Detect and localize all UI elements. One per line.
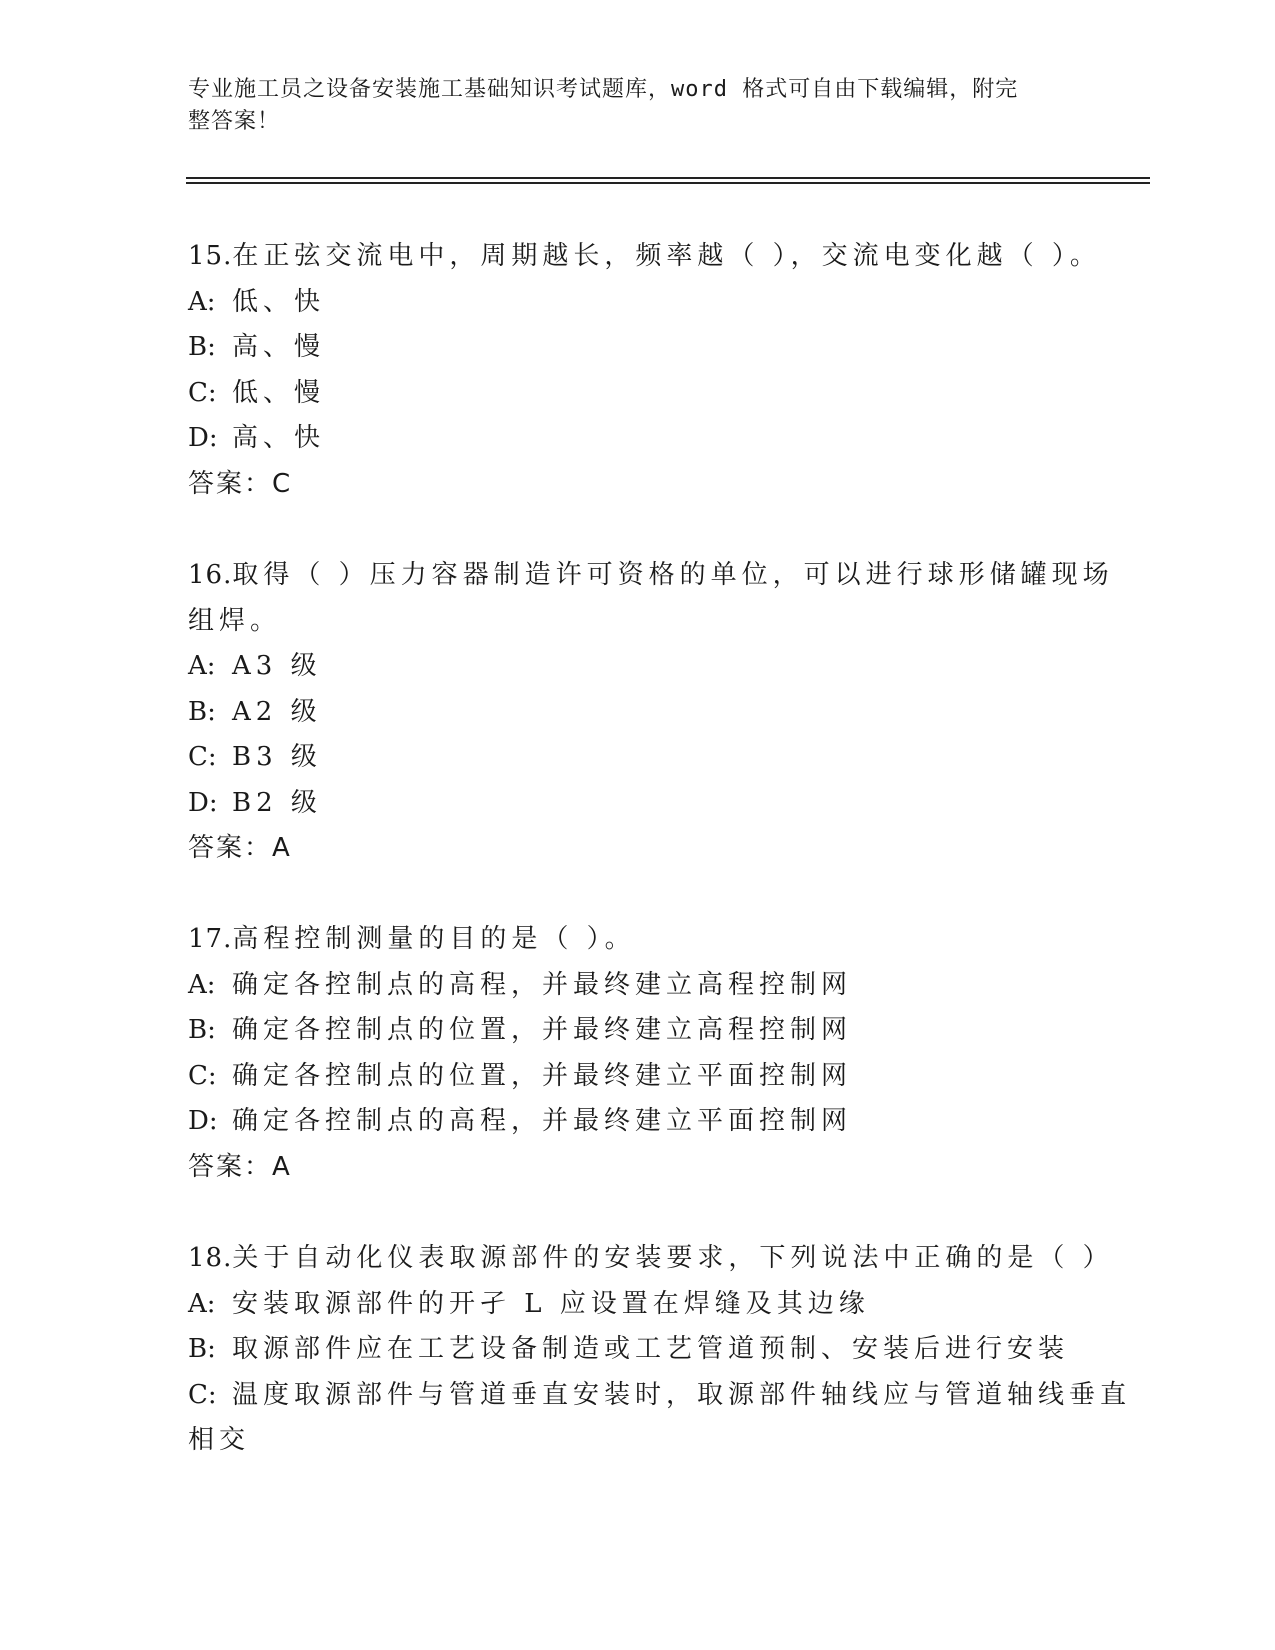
option-b: [188, 1327, 1088, 1373]
option-key: C:: [188, 377, 217, 408]
question-number: 18.: [188, 1243, 233, 1273]
option-text: A2 级: [232, 696, 322, 727]
option-key: D:: [188, 787, 218, 818]
option-key: C:: [188, 1060, 217, 1091]
question-number: 17.: [188, 924, 233, 954]
question-stem: [188, 553, 1114, 599]
option-text: 低、快: [232, 286, 326, 317]
answer: 答案：C: [188, 468, 293, 499]
option-d: [188, 1099, 1088, 1145]
header-line-2: 整答案！: [188, 109, 281, 134]
option-c: [188, 371, 1088, 417]
option-key: B:: [188, 1015, 216, 1045]
header-divider-top: [186, 177, 1150, 179]
option-key: B:: [188, 1334, 216, 1364]
option-key: D:: [188, 423, 218, 453]
question-18: [188, 1236, 1132, 1464]
question-stem: [188, 1236, 1114, 1282]
question-number: 15.: [188, 241, 233, 271]
document-header: [188, 74, 1068, 138]
question-text: 在正弦交流电中，周期越长，频率越（ ），交流电变化越（ ）。: [232, 241, 1101, 271]
header-line-1: 专业施工员之设备安装施工基础知识考试题库，word 格式可自由下载编辑，附完: [188, 77, 1019, 102]
option-text: 确定各控制点的高程，并最终建立平面控制网: [232, 1106, 853, 1136]
option-key: B:: [188, 696, 216, 727]
option-b: [188, 325, 1088, 371]
option-text: A3 级: [232, 651, 322, 681]
option-key: A:: [188, 286, 216, 317]
question-text: 高程控制测量的目的是（ ）。: [232, 924, 636, 954]
answer: 答案：A: [188, 1151, 292, 1182]
option-text: 确定各控制点的高程，并最终建立高程控制网: [232, 969, 853, 1000]
option-key: A:: [188, 651, 216, 681]
option-text: B2 级: [232, 787, 322, 818]
option-d: [188, 416, 1088, 462]
option-c: [188, 1054, 1088, 1100]
option-b: [188, 1008, 1088, 1054]
option-a: [188, 963, 1088, 1009]
option-key: B:: [188, 332, 216, 362]
option-text: 高、快: [232, 423, 326, 453]
question-stem-continued: 组焊。: [188, 605, 282, 636]
question-15: [188, 234, 1101, 507]
option-text: B3 级: [232, 742, 322, 772]
option-text: 安装取源部件的开孑 L 应设置在焊缝及其边缘: [232, 1288, 870, 1319]
option-a: [188, 1282, 1088, 1328]
option-a: [188, 280, 1088, 326]
option-key: A:: [188, 1288, 216, 1319]
option-key: A:: [188, 969, 216, 1000]
option-text: 高、慢: [232, 332, 326, 362]
header-divider-bottom: [186, 182, 1150, 184]
question-text: 取得（ ）压力容器制造许可资格的单位，可以进行球形储罐现场: [232, 560, 1114, 590]
option-c: [188, 1373, 1132, 1419]
option-c: [188, 735, 1088, 781]
option-b: [188, 690, 1088, 736]
option-key: C:: [188, 1379, 217, 1410]
option-d: [188, 781, 1088, 827]
option-key: D:: [188, 1106, 218, 1136]
option-key: C:: [188, 742, 217, 772]
option-text: 确定各控制点的位置，并最终建立平面控制网: [232, 1060, 853, 1091]
question-stem: [188, 234, 1101, 280]
option-a: [188, 644, 1088, 690]
option-text: 温度取源部件与管道垂直安装时，取源部件轴线应与管道轴线垂直: [232, 1379, 1132, 1410]
question-16: [188, 553, 1114, 872]
question-number: 16.: [188, 560, 233, 590]
option-text: 取源部件应在工艺设备制造或工艺管道预制、安装后进行安装: [232, 1334, 1070, 1364]
option-text: 低、慢: [232, 377, 326, 408]
option-c-continued: 相交: [188, 1425, 251, 1455]
question-stem: [188, 917, 1088, 963]
question-17: [188, 917, 1088, 1190]
answer: 答案：A: [188, 833, 292, 863]
option-text: 确定各控制点的位置，并最终建立高程控制网: [232, 1015, 853, 1045]
question-text: 关于自动化仪表取源部件的安装要求，下列说法中正确的是（ ）: [232, 1243, 1114, 1273]
